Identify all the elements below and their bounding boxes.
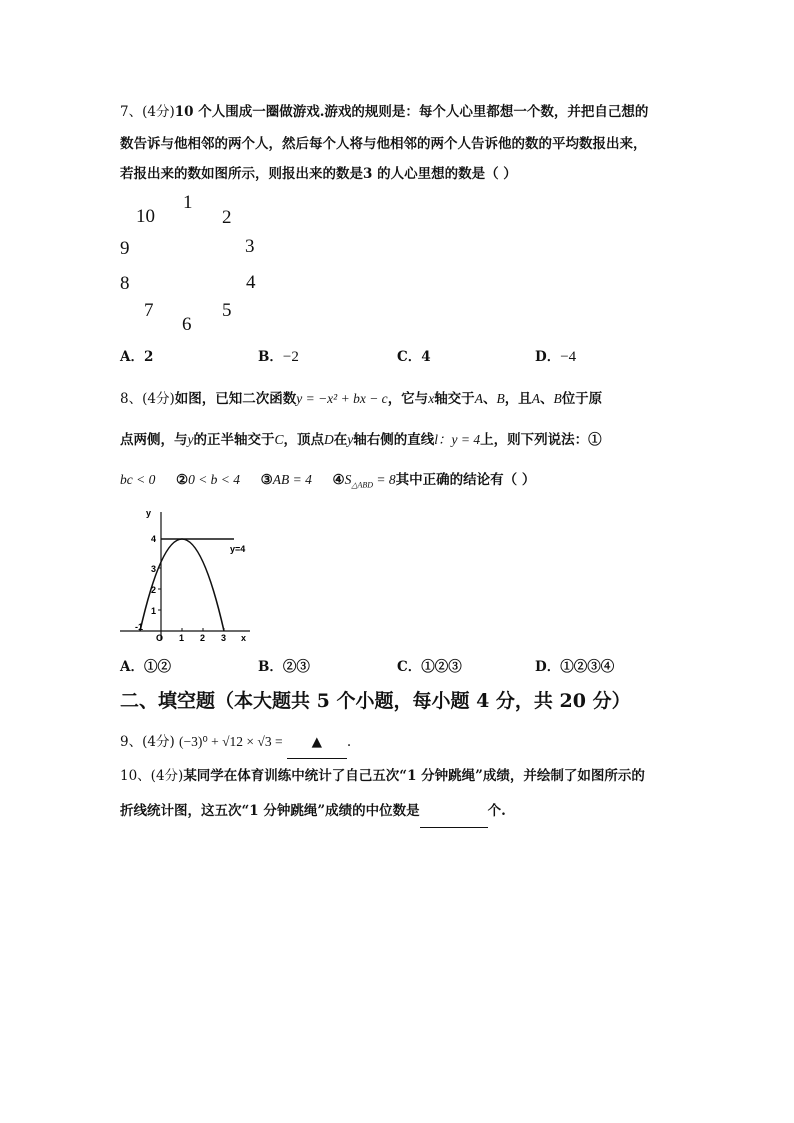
circle-number: 2 [222, 207, 232, 228]
q7-option-d[interactable]: D．−4 [535, 349, 577, 365]
x-tick-label: 3 [221, 633, 227, 643]
x-tick-label: -1 [135, 622, 144, 632]
circle-number: 3 [245, 236, 255, 257]
statement-1: bc < 0 [120, 472, 156, 487]
q10-line-1: 10、(4分)某同学在体育训练中统计了自己五次“1 分钟跳绳”成绩，并绘制了如图所示的 [120, 768, 645, 784]
q9-line: 9、(4分) (−3)⁰ + √12 × √3 = ▲ . [120, 726, 351, 759]
q10-prefix: 10、(4分) [120, 768, 184, 784]
circle-number: 4 [246, 272, 256, 293]
y-tick-label: 3 [151, 564, 157, 574]
q8-line-2: 点两侧，与y的正半轴交于C，顶点D在y轴右侧的直线l：y = 4上，则下列说法：① [120, 432, 602, 448]
statement-2: 0 < b < 4 [188, 472, 241, 487]
q7-line-2: 数告诉与他相邻的两个人，然后每个人将与他相邻的两个人告诉他的数的平均数报出来， [120, 136, 647, 152]
q7-text-1: 10 个人围成一圈做游戏.游戏的规则是：每个人心里都想一个数，并把自己想的 [174, 104, 649, 120]
q8-option-c[interactable]: C．①②③ [397, 659, 462, 675]
q8-line-1: 8、(4分)如图，已知二次函数y = −x² + bx − c，它与x轴交于A、B，且A、B位于原 [120, 391, 603, 407]
y-tick-label: 4 [151, 534, 157, 544]
circle-number: 5 [222, 300, 232, 321]
circle-number: 9 [120, 238, 130, 259]
circle-number: 10 [136, 206, 155, 227]
q7-option-a[interactable]: A．2 [120, 349, 154, 365]
x-axis-label: x [241, 633, 247, 643]
q7-line-3: 若报出来的数如图所示，则报出来的数是3 的人心里想的数是（ ） [120, 166, 517, 182]
origin-label: O [156, 633, 164, 643]
y-axis-label: y [146, 508, 152, 518]
circle-number: 8 [120, 273, 130, 294]
q8-parabola-graph [116, 504, 256, 644]
q10-answer-blank[interactable] [420, 795, 488, 828]
q9-prefix: 9、(4分) [120, 734, 175, 750]
line-label: y=4 [230, 544, 246, 554]
q9-answer-blank[interactable] [287, 726, 347, 759]
q8-prefix: 8、(4分) [120, 391, 175, 407]
section-heading: 二、填空题（本大题共 5 个小题，每小题 4 分，共 20 分） [120, 690, 631, 712]
circle-number: 7 [144, 300, 154, 321]
statement-4: $S_{\triangle ABD} = 8$ [344, 472, 396, 490]
q7-option-b[interactable]: B．−2 [258, 349, 299, 365]
circle-number: 6 [182, 314, 192, 335]
circle-number: 1 [183, 192, 193, 213]
q8-equation: y = −x² + bx − c [296, 391, 388, 406]
q7-prefix: 7、(4分) [120, 104, 175, 120]
x-tick-label: 2 [200, 633, 206, 643]
statement-3: AB = 4 [272, 472, 312, 487]
q7-option-c[interactable]: C．4 [397, 349, 431, 365]
q10-line-2: 折线统计图，这五次“1 分钟跳绳”成绩的中位数是 个. [120, 795, 506, 828]
q8-option-a[interactable]: A．①② [120, 659, 171, 675]
q8-option-d[interactable]: D．①②③④ [535, 659, 615, 675]
q8-line-3: bc < 0 ②0 < b < 4 ③AB = 4 $④S_{\triangle ABD} = 8$其中正确的结论有（ ） [120, 472, 536, 490]
q9-expression: (−3)⁰ + √12 × √3 = [179, 734, 283, 749]
y-tick-label: 2 [151, 585, 157, 595]
triangle-marker-icon: ▲ [311, 734, 323, 750]
x-tick-label: 1 [179, 633, 185, 643]
q7-line-1 [120, 96, 648, 128]
q8-option-b[interactable]: B．②③ [258, 659, 310, 675]
y-tick-label: 1 [151, 606, 157, 616]
